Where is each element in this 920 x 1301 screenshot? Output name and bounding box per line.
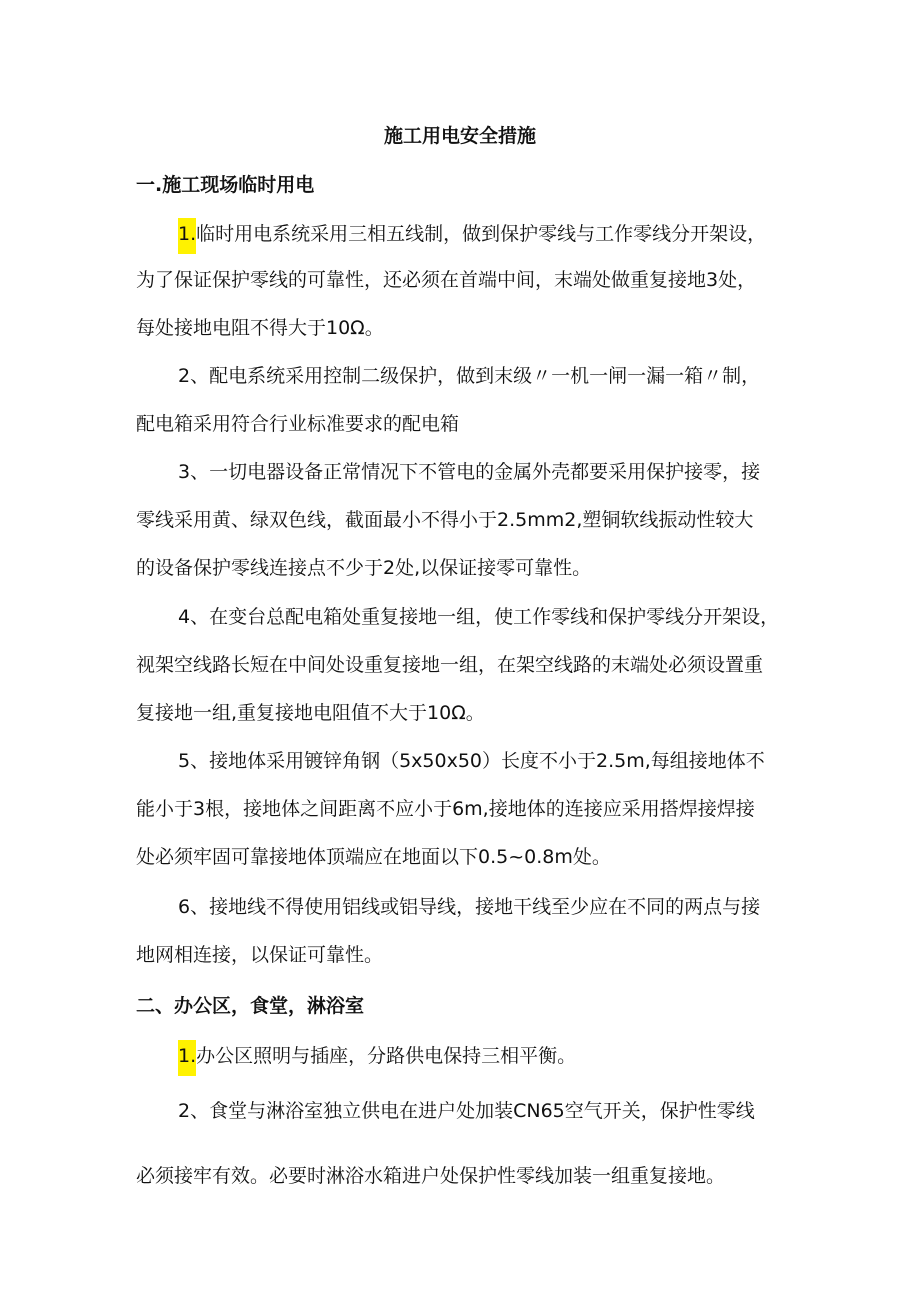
paragraph-line: 2、食堂与淋浴室独立供电在进户处加装CN65空气开关，保护性零线 <box>178 1100 755 1122</box>
paragraph-line <box>178 218 766 254</box>
highlighted-item-number: 1. <box>178 218 196 254</box>
paragraph-line: 能小于3根，接地体之间距离不应小于6m,接地体的连接应采用搭焊接焊接 <box>136 798 755 820</box>
paragraph-line: 4、在变台总配电箱处重复接地一组，使工作零线和保护零线分开架设， <box>178 606 780 628</box>
paragraph-line: 5、接地体采用镀锌角钢（5x50x50）长度不小于2.5m,每组接地体不 <box>178 750 765 772</box>
paragraph-line: 的设备保护零线连接点不少于2处,以保证接零可靠性。 <box>136 557 592 579</box>
paragraph-line: 零线采用黄、绿双色线，截面最小不得小于2.5mm2,塑铜软线振动性较大 <box>136 509 754 531</box>
paragraph-line: 2、配电系统采用控制二级保护，做到末级〃一机一闸一漏一箱〃制， <box>178 365 761 387</box>
paragraph-line: 每处接地电阻不得大于10Ω。 <box>136 317 384 339</box>
section-2-heading: 二、办公区，食堂，淋浴室 <box>136 995 365 1017</box>
section-1-heading: 一.施工现场临时用电 <box>136 174 315 196</box>
line-text: 办公区照明与插座，分路供电保持三相平衡。 <box>196 1045 577 1067</box>
paragraph-line: 视架空线路长短在中间处设重复接地一组，在架空线路的末端处必须设置重 <box>136 654 764 676</box>
paragraph-line <box>178 1040 576 1076</box>
highlighted-item-number: 1. <box>178 1040 196 1076</box>
paragraph-line: 地网相连接，以保证可靠性。 <box>136 944 384 966</box>
paragraph-line: 3、一切电器设备正常情况下不管电的金属外壳都要采用保护接零，接 <box>178 461 761 483</box>
document-title: 施工用电安全措施 <box>383 125 536 147</box>
paragraph-line: 为了保证保护零线的可靠性，还必须在首端中间，末端处做重复接地3处， <box>136 269 757 291</box>
paragraph-line: 配电箱采用符合行业标准要求的配电箱 <box>136 413 460 435</box>
paragraph-line: 复接地一组,重复接地电阻值不大于10Ω。 <box>136 702 485 724</box>
line-text: 临时用电系统采用三相五线制，做到保护零线与工作零线分开架设， <box>196 223 767 245</box>
paragraph-line: 必须接牢有效。必要时淋浴水箱进户处保护性零线加装一组重复接地。 <box>136 1165 726 1187</box>
paragraph-line: 处必须牢固可靠接地体顶端应在地面以下0.5~0.8m处。 <box>136 846 611 868</box>
paragraph-line: 6、接地线不得使用铝线或铝导线，接地干线至少应在不同的两点与接 <box>178 896 761 918</box>
